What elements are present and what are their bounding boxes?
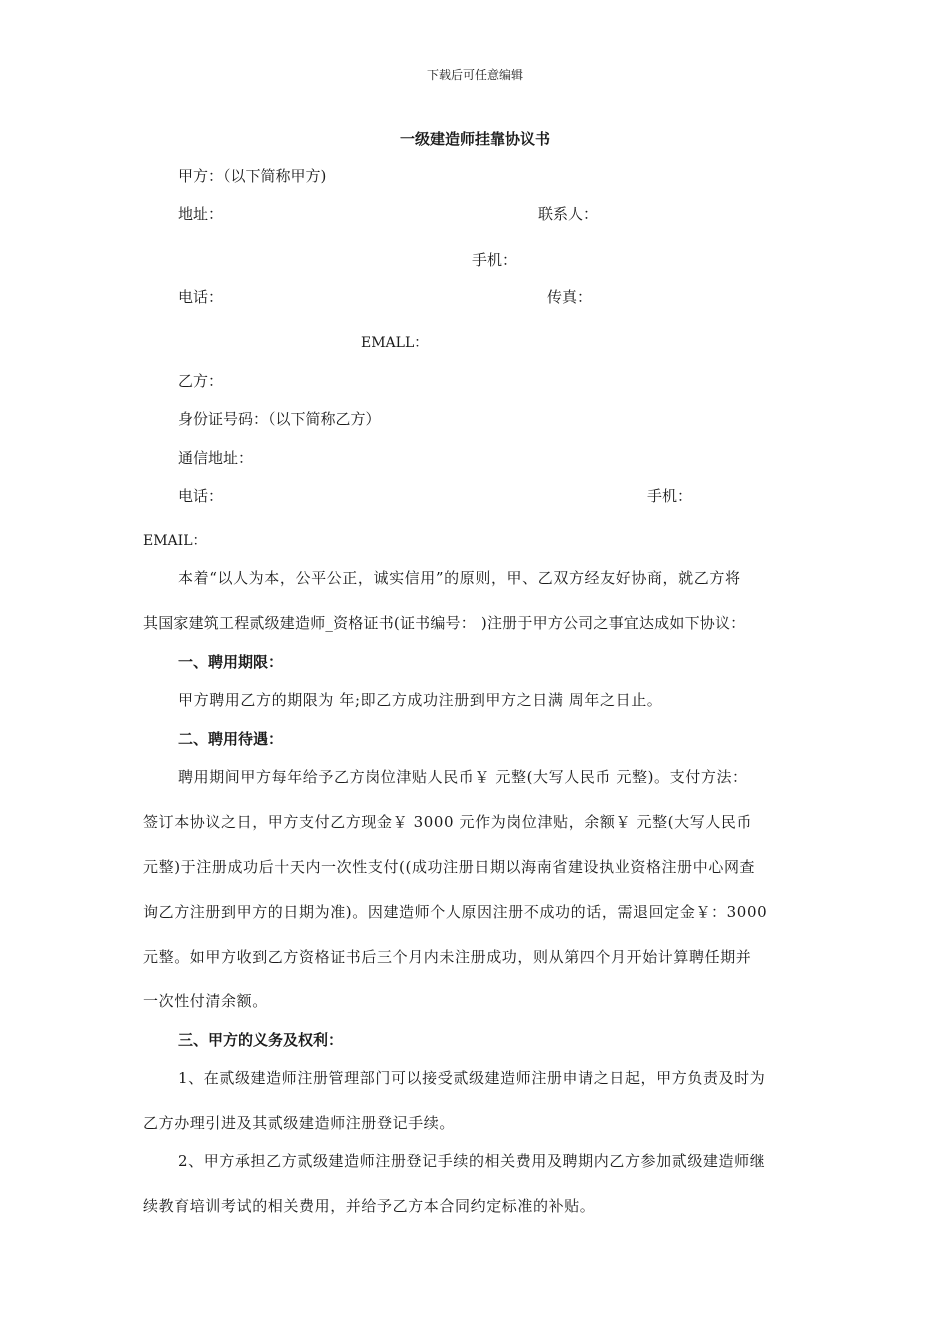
page-header: 下载后可任意编辑 bbox=[426, 68, 523, 82]
party-a-mobile: 手机： bbox=[472, 251, 518, 269]
section-2-line: 一次性付清余额。 bbox=[143, 992, 268, 1010]
party-a-contact: 联系人： bbox=[538, 205, 599, 223]
party-a-address: 地址： bbox=[178, 205, 224, 223]
party-a-phone: 电话： bbox=[178, 288, 224, 306]
section-3-title: 三、甲方的义务及权利： bbox=[178, 1031, 344, 1049]
section-2-line: 元整)于注册成功后十天内一次性支付((成功注册日期以海南省建设执业资格注册中心网查 bbox=[143, 858, 756, 876]
section-3-line: 2、甲方承担乙方贰级建造师注册登记手续的相关费用及聘期内乙方参加贰级建造师继 bbox=[178, 1152, 766, 1170]
party-b-mobile: 手机： bbox=[647, 487, 693, 505]
section-2-title: 二、聘用待遇： bbox=[178, 730, 284, 748]
section-1-title: 一、聘用期限： bbox=[178, 653, 284, 671]
party-b-mail-address: 通信地址： bbox=[178, 449, 254, 467]
party-a-fax: 传真： bbox=[547, 288, 593, 306]
document-title: 一级建造师挂靠协议书 bbox=[399, 130, 550, 148]
section-2-line: 询乙方注册到甲方的日期为准)。因建造师个人原因注册不成功的话，需退回定金￥：3000 bbox=[143, 903, 768, 921]
intro-line-2: 其国家建筑工程贰级建造师_资格证书(证书编号： )注册于甲方公司之事宜达成如下协议： bbox=[143, 614, 746, 632]
section-3-line: 1、在贰级建造师注册管理部门可以接受贰级建造师注册申请之日起，甲方负责及时为 bbox=[178, 1069, 766, 1087]
section-3-line: 续教育培训考试的相关费用，并给予乙方本合同约定标准的补贴。 bbox=[143, 1197, 596, 1215]
intro-line-1: 本着“以人为本，公平公正，诚实信用”的原则，甲、乙双方经友好协商，就乙方将 bbox=[178, 569, 741, 587]
section-2-line: 聘用期间甲方每年给予乙方岗位津贴人民币￥ 元整(大写人民币 元整)。支付方法： bbox=[178, 768, 748, 786]
party-b-id: 身份证号码：（以下简称乙方） bbox=[178, 410, 381, 428]
section-2-line: 元整。如甲方收到乙方资格证书后三个月内未注册成功，则从第四个月开始计算聘任期并 bbox=[143, 948, 752, 966]
section-3-line: 乙方办理引进及其贰级建造师注册登记手续。 bbox=[143, 1114, 456, 1132]
party-b-phone: 电话： bbox=[178, 487, 224, 505]
party-a-email: EMALL： bbox=[361, 335, 429, 351]
party-b-name: 乙方： bbox=[178, 372, 224, 390]
party-b-email: EMAIL： bbox=[143, 533, 207, 549]
section-2-line: 签订本协议之日，甲方支付乙方现金￥ 3000 元作为岗位津贴，余额￥ 元整(大写人民币 bbox=[143, 813, 753, 831]
section-1-text: 甲方聘用乙方的期限为 年;即乙方成功注册到甲方之日满 周年之日止。 bbox=[178, 691, 663, 709]
party-a-name: 甲方：（以下简称甲方) bbox=[178, 167, 327, 185]
